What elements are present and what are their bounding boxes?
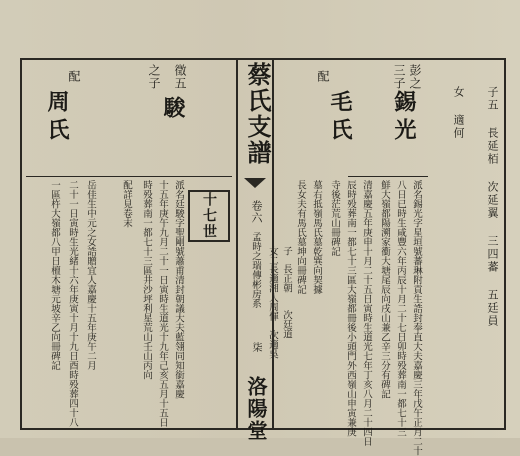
right-col1-bio-2: 八日已時生咸豐六年丙辰十月二十七日卯時殁葬南一都七十三 <box>395 180 406 437</box>
right-col1-top: 彭之 <box>408 64 422 90</box>
volume-label: 卷六 <box>250 200 263 224</box>
right-col2-name: 毛氏 <box>327 90 353 146</box>
left-col1-bio-1: 派名廷駿字聖剛號蕭甫清封朝議大夫藍翎同知銜嘉慶 <box>173 180 184 399</box>
right-col2-bio-3: 寺後茫荒山冊碑記 <box>329 180 340 256</box>
left-col1-top: 之子 <box>147 64 161 90</box>
fish-tail-mark <box>244 178 266 188</box>
children-son-1: 長正朝 <box>281 264 292 293</box>
generation-label: 十七世 <box>201 192 217 240</box>
right-col3-bio-2: 長女夫有馬氏墓坤向冊碑記 <box>295 180 306 294</box>
children-sons-label: 子 <box>281 246 292 256</box>
left-col1-name: 駿 <box>160 96 186 124</box>
left-col2-top: 配 <box>67 70 81 83</box>
generation-box <box>188 190 230 242</box>
branch-label: 孟時之瑞傳彬房系 <box>250 232 261 308</box>
left-divider <box>26 176 232 177</box>
right-col1-mid: 三子 <box>392 64 406 90</box>
far-right-sons: 子五 長延栢 次延翼 三四蕃 五廷員 <box>486 86 499 328</box>
left-col2-name: 周氏 <box>44 90 70 146</box>
right-col1-bio-1: 派名錫光字星垣號蕃琳附貢生誥封奉直大夫嘉慶三年戊午正月二十 <box>411 180 422 456</box>
left-col1-note: 配詳見卷末 <box>121 180 132 228</box>
hall-name: 洛陽堂 <box>244 376 268 442</box>
left-col1-mid: 徵五 <box>173 64 187 90</box>
right-col1-bio-3: 鮮大嶺都陽溯家衝大塘尾辰向戌山兼乙辛三分有碑記 <box>379 180 390 399</box>
left-col1-bio-3: 時殁葬南一都七十三區井沙坪利星荒山壬山丙向 <box>141 180 152 380</box>
right-col2-bio-2: 辰時殁葬南一都七十三區大嶺都冊後小頭門外西嶺山申寅兼庚 <box>345 180 356 437</box>
page-frame <box>20 58 506 456</box>
left-col2-bio-1: 岳佳生中元之女誥贈宜人嘉慶十五年庚午二月 <box>85 180 96 370</box>
left-col2-bio-3: 一區杵大嶺都八甲日檀木塘元坡辛乙向冊碑記 <box>49 180 60 370</box>
right-col2-bio-1: 清嘉慶五年庚申十月二十五日寅時生道光七年丁亥八月二十四日 <box>361 180 372 446</box>
right-divider <box>348 176 428 177</box>
right-col2-top: 配 <box>316 70 330 83</box>
book-title: 蔡氏支譜 <box>243 62 272 166</box>
children-son-2: 次廷道 <box>281 310 292 339</box>
far-right-daughters: 女 適何 <box>452 86 465 140</box>
page-number: 柒 <box>250 342 261 353</box>
right-col1-name: 錫光 <box>391 90 417 146</box>
right-col3-bio-1: 墓右抵嶺馬氏墓乾巽向契據 <box>311 180 322 294</box>
left-col2-bio-2: 二十一日寅時生光緒十六年庚寅十月十九日酉時殁葬四十八 <box>67 180 78 427</box>
spine-left-rule <box>236 60 238 428</box>
left-col1-bio-2: 十五年庚午九月二十一日寅時生道光十九年己亥五月十五日 <box>157 180 168 427</box>
